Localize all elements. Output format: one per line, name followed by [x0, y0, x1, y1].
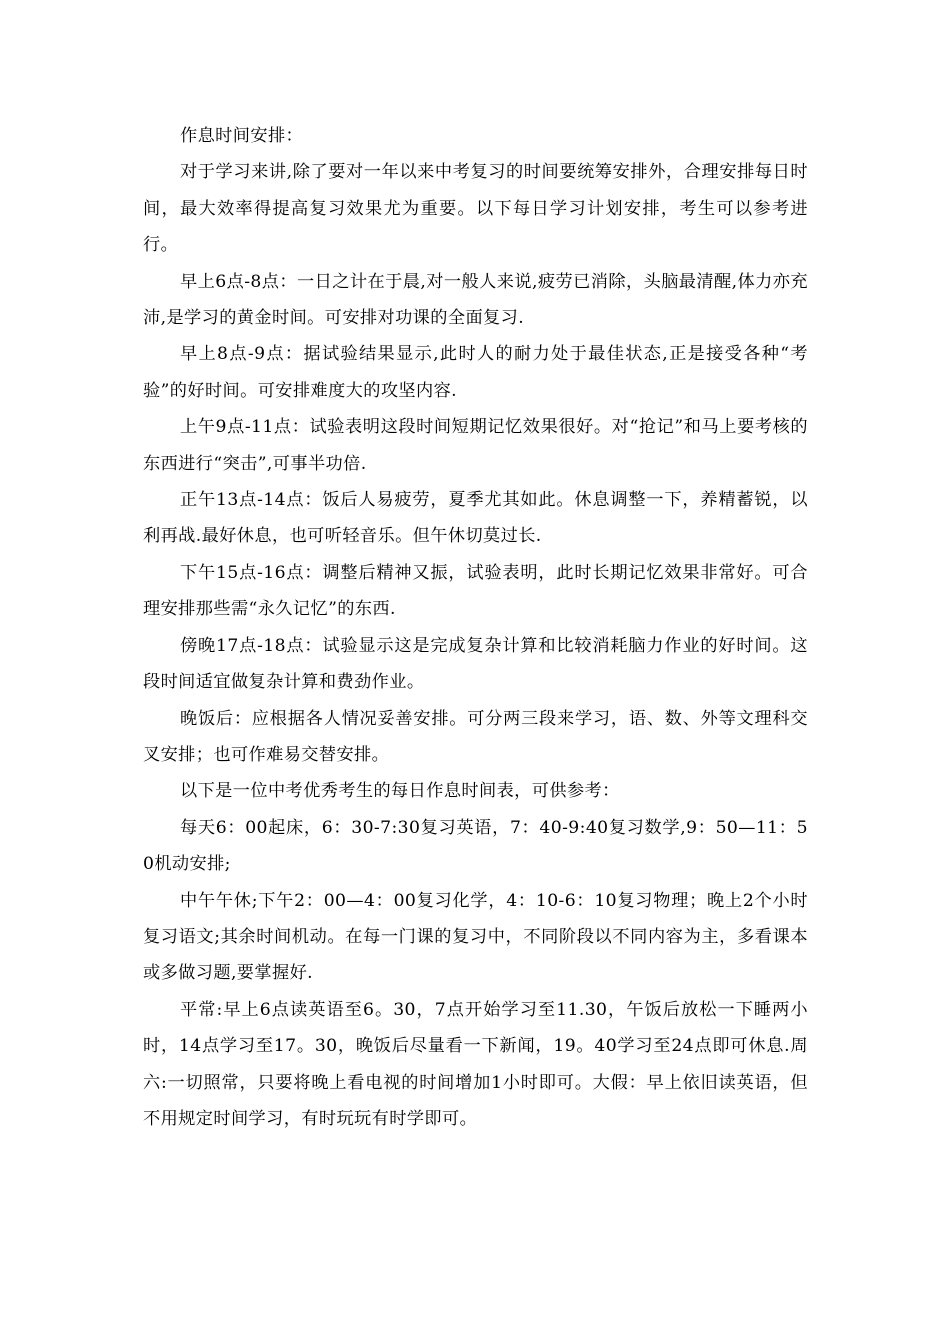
example-normal-paragraph: 平常:早上6点读英语至6。30，7点开始学习至11.30，午饭后放松一下睡两小时，14点学习至17。30，晚饭后尽量看一下新闻，19。40学习至24点即可休息.周六:一切照常，只要将晚上看电视的时间增加1小时即可。大假：早上依旧读英语，但不用规定时间学习，有时玩玩有时学即可。: [143, 999, 808, 1129]
intro-paragraph: 对于学习来讲,除了要对一年以来中考复习的时间要统筹安排外，合理安排每日时间，最大效率得提高复习效果尤为重要。以下每日学习计划安排，考生可以参考进行。: [143, 162, 808, 256]
example-intro-paragraph: 以下是一位中考优秀考生的每日作息时间表，可供参考：: [180, 781, 620, 802]
schedule-paragraph-evening: 晚饭后：应根据各人情况妥善安排。可分两三段来学习，语、数、外等文理科交叉安排；也可作难易交替安排。: [143, 708, 808, 765]
document-body: [143, 118, 808, 1137]
example-afternoon-paragraph: 中午午休;下午2：00—4：00复习化学，4：10-6：10复习物理；晚上2个小时复习语文;其余时间机动。在每一门课的复习中，不同阶段以不同内容为主，多看课本或多做习题,要掌握好.: [143, 890, 808, 984]
schedule-paragraph-13-14: 正午13点-14点：饭后人易疲劳，夏季尤其如此。休息调整一下，养精蓄锐，以利再战.最好休息，也可听轻音乐。但午休切莫过长.: [143, 490, 808, 547]
schedule-paragraph-8-9: 早上8点-9点：据试验结果显示,此时人的耐力处于最佳状态,正是接受各种“考验”的好时间。可安排难度大的攻坚内容.: [143, 344, 808, 401]
schedule-paragraph-15-16: 下午15点-16点：调整后精神又振，试验表明，此时长期记忆效果非常好。可合理安排那些需“永久记忆”的东西.: [143, 562, 808, 620]
example-daily-paragraph: 每天6：00起床，6：30-7:30复习英语，7：40-9:40复习数学,9：50—11：50机动安排;: [143, 817, 808, 875]
schedule-paragraph-17-18: 傍晚17点-18点：试验显示这是完成复杂计算和比较消耗脑力作业的好时间。这段时间适宜做复杂计算和费劲作业。: [143, 635, 808, 693]
section-heading: 作息时间安排：: [180, 126, 304, 146]
schedule-paragraph-6-8: 早上6点-8点：一日之计在于晨,对一般人来说,疲劳已消除，头脑最清醒,体力亦充沛,是学习的黄金时间。可安排对功课的全面复习.: [143, 271, 808, 329]
schedule-paragraph-9-11: 上午9点-11点：试验表明这段时间短期记忆效果很好。对“抢记”和马上要考核的东西进行“突击”,可事半功倍.: [143, 417, 808, 474]
